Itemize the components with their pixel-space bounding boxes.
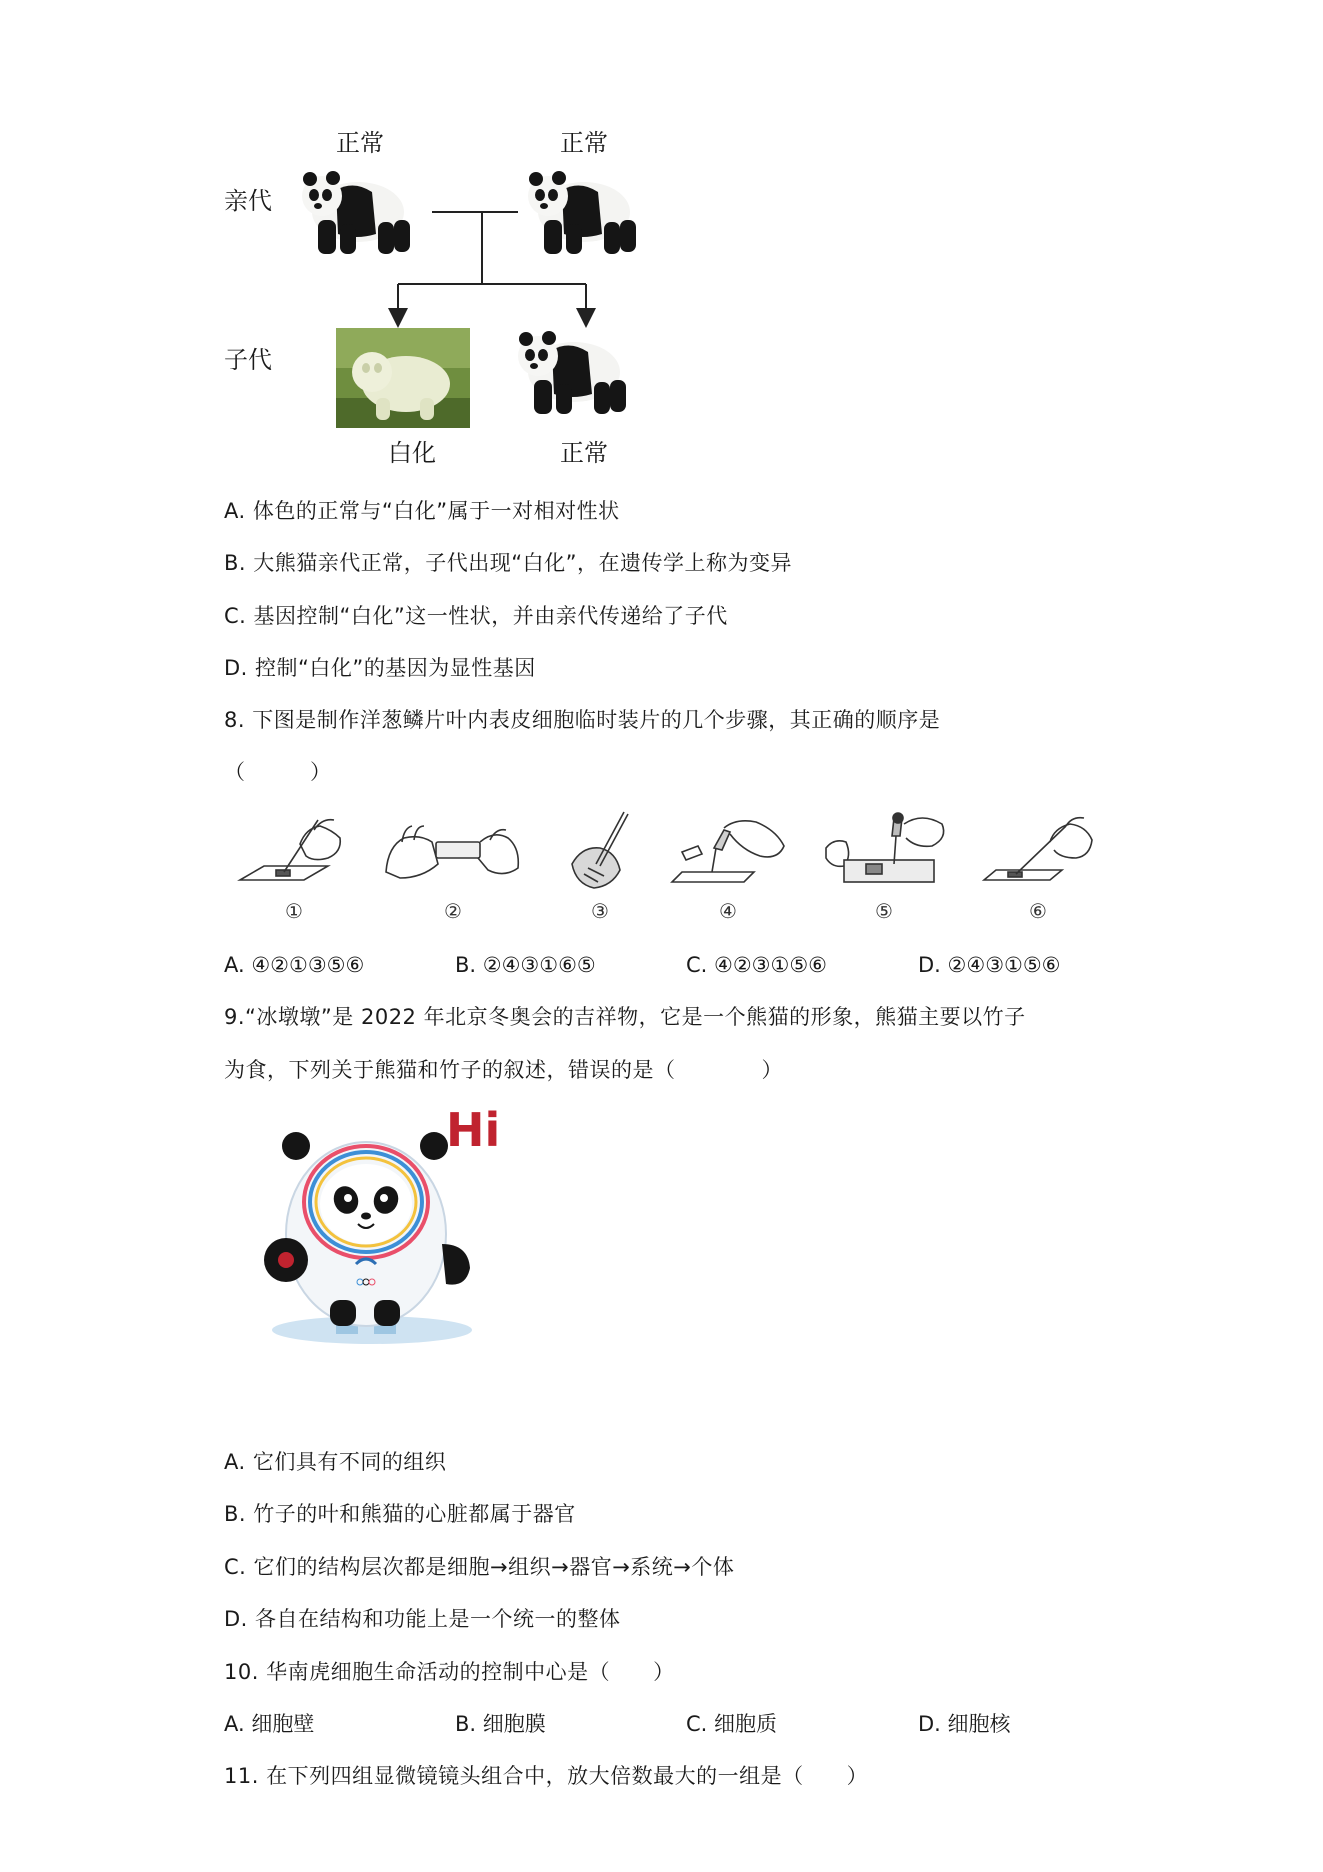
step2-caption: ② [444,899,462,923]
q8-option-a-letter: A. [224,953,245,977]
q8-option-c [686,951,827,979]
step2-illustration [382,812,524,892]
q10-option-d-text: 细胞核 [947,1712,1011,1736]
step3-illustration [566,808,636,894]
child2-label: 正常 [560,439,608,467]
q8-option-c-text: ④②③①⑤⑥ [714,953,827,977]
q10-option-d-letter: D. [918,1712,941,1736]
offspring-generation-label: 子代 [224,346,272,374]
q7-option-a: A. 体色的正常与“白化”属于一对相对性状 [224,499,620,523]
albino-panda-image [336,328,470,428]
child1-label: 白化 [388,439,436,467]
step5-illustration [822,808,952,896]
q11-stem: 11. 在下列四组显微镜镜头组合中，放大倍数最大的一组是（ ） [224,1764,869,1788]
step1-caption: ① [285,899,303,923]
parent2-label: 正常 [560,129,608,157]
q7-option-c: C. 基因控制“白化”这一性状，并由亲代传递给了子代 [224,604,728,628]
q9-stem-line1: 9.“冰墩墩”是 2022 年北京冬奥会的吉祥物，它是一个熊猫的形象，熊猫主要以竹子 [224,1005,1026,1029]
step6-illustration [980,812,1096,894]
q10-option-b-text: 细胞膜 [482,1712,546,1736]
q9-stem-line2: 为食，下列关于熊猫和竹子的叙述，错误的是（ ） [224,1058,783,1082]
q10-option-b-letter: B. [455,1712,477,1736]
child-panda-image [512,322,642,417]
step4-caption: ④ [719,899,737,923]
q10-option-c-text: 细胞质 [714,1712,778,1736]
q10-option-d [918,1710,1011,1738]
q9-option-b: B. 竹子的叶和熊猫的心脏都属于器官 [224,1502,576,1526]
parent-generation-label: 亲代 [224,187,272,215]
q10-option-b [455,1710,546,1738]
q10-option-a-letter: A. [224,1712,245,1736]
q10-option-a [224,1710,314,1738]
step6-caption: ⑥ [1029,899,1047,923]
q8-option-a-text: ④②①③⑤⑥ [251,953,365,977]
q8-option-d [918,951,1061,979]
q8-option-d-text: ②④③①⑤⑥ [947,953,1061,977]
q9-option-a: A. 它们具有不同的组织 [224,1450,447,1474]
q10-option-c [686,1710,777,1738]
q8-stem: 8. 下图是制作洋葱鳞片叶内表皮细胞临时装片的几个步骤，其正确的顺序是 [224,708,941,732]
q8-option-d-letter: D. [918,953,941,977]
q8-option-c-letter: C. [686,953,708,977]
q8-option-b [455,951,596,979]
q7-option-d: D. 控制“白化”的基因为显性基因 [224,656,536,680]
q10-option-c-letter: C. [686,1712,708,1736]
q8-option-b-text: ②④③①⑥⑤ [482,953,596,977]
step5-caption: ⑤ [875,899,893,923]
mascot-hi-text: Hi [446,1103,501,1157]
q9-option-d: D. 各自在结构和功能上是一个统一的整体 [224,1607,621,1631]
q10-option-a-text: 细胞壁 [251,1712,315,1736]
step4-illustration [668,812,790,894]
q9-option-c: C. 它们的结构层次都是细胞→组织→器官→系统→个体 [224,1555,735,1579]
q10-stem: 10. 华南虎细胞生命活动的控制中心是（ ） [224,1660,675,1684]
q7-option-b: B. 大熊猫亲代正常，子代出现“白化”，在遗传学上称为变异 [224,551,793,575]
step3-caption: ③ [591,899,609,923]
q8-option-b-letter: B. [455,953,477,977]
parent1-label: 正常 [336,129,384,157]
q8-answer-paren: （ ） [224,760,332,784]
step1-illustration [236,808,348,894]
q8-option-a [224,951,364,979]
